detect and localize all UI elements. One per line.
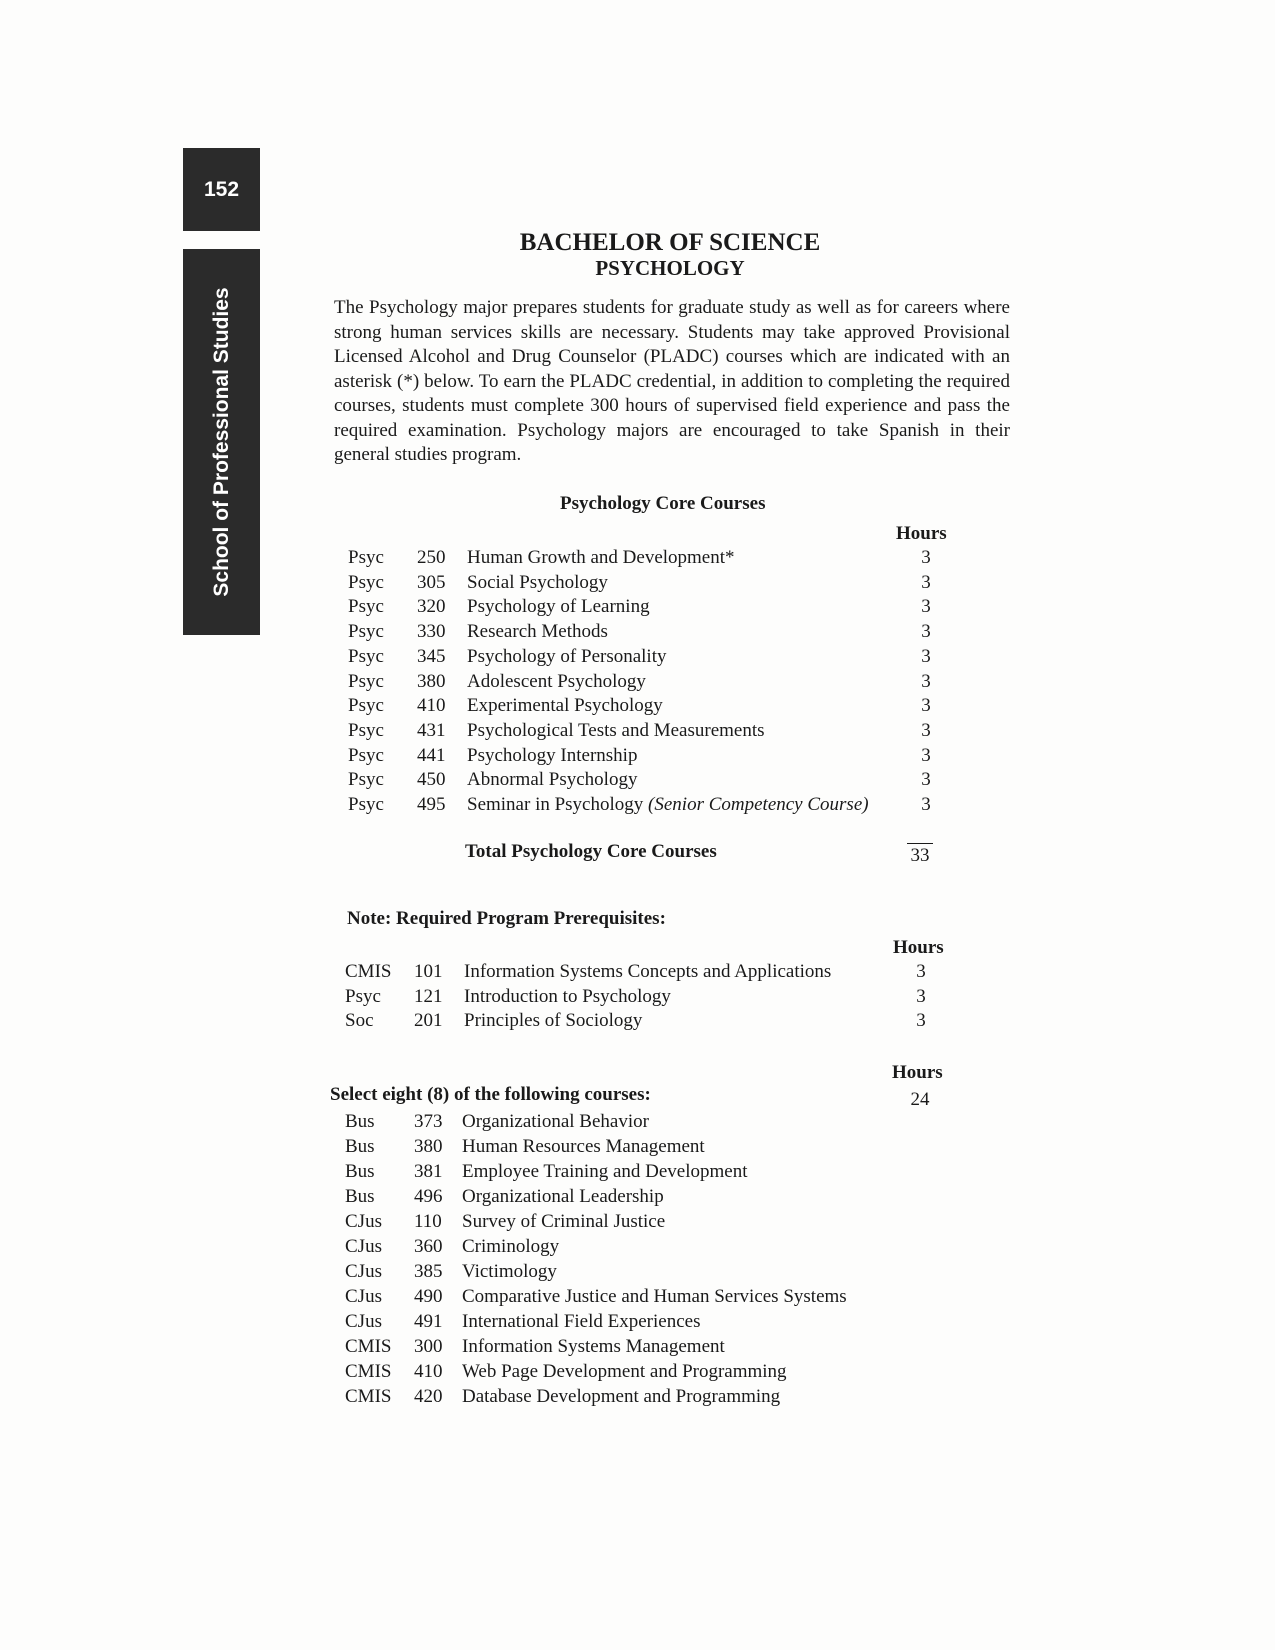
course-title-wrap [467,646,667,668]
course-number: 385 [414,1261,443,1282]
course-title-wrap [467,671,646,693]
course-number: 441 [417,744,446,766]
course-hours: 3 [921,645,931,667]
course-number: 490 [414,1286,443,1307]
core-course-row [0,745,1275,770]
course-title-wrap [467,572,608,594]
course-dept: Psyc [348,596,384,618]
course-hours: 3 [916,961,926,982]
course-title: Seminar in Psychology [467,794,644,815]
course-dept: Psyc [345,985,381,1007]
course-dept: Bus [345,1111,375,1132]
course-title: Experimental Psychology [467,695,663,717]
prereq-course-row [0,1010,1275,1035]
page-title: BACHELOR OF SCIENCE [519,229,821,256]
course-number: 420 [414,1386,443,1407]
elective-hours-header: Hours [892,1062,943,1083]
course-title: Survey of Criminal Justice [462,1211,666,1232]
core-course-row [0,646,1275,671]
course-hours: 3 [921,670,931,692]
course-title: Introduction to Psychology [464,985,671,1007]
elective-heading: Select eight (8) of the following courses: [330,1084,651,1105]
course-hours: 3 [921,571,931,593]
course-note: (Senior Competency Course) [648,794,869,815]
course-title: Comparative Justice and Human Services Systems [462,1286,847,1307]
course-hours: 3 [921,719,931,741]
course-number: 431 [417,719,446,741]
course-hours: 3 [921,695,931,717]
course-number: 305 [417,571,446,593]
course-number: 320 [417,596,446,618]
course-dept: CMIS [345,1361,392,1382]
course-title-wrap [467,547,735,569]
course-number: 380 [414,1136,443,1157]
core-course-row [0,671,1275,696]
course-dept: Psyc [348,794,384,815]
elective-course-row [0,1286,1275,1311]
course-dept: Psyc [348,547,384,568]
elective-course-row [0,1236,1275,1261]
elective-course-row [0,1361,1275,1386]
course-title-wrap [467,794,869,816]
course-dept: Psyc [348,744,384,766]
course-title: Psychology of Personality [467,645,667,667]
course-number: 345 [417,645,446,667]
page-number-tab [183,148,260,231]
course-dept: CJus [345,1211,382,1232]
course-title: Victimology [462,1261,557,1282]
course-hours: 3 [916,985,926,1007]
course-title: Psychology of Learning [467,596,650,618]
course-hours: 3 [921,744,931,766]
elective-course-row [0,1386,1275,1411]
course-title-wrap [467,720,765,742]
intro-paragraph: The Psychology major prepares students for graduate study as well as for careers where strong human services skills are necessary. Students may take approved Provisional Licensed Alcohol and Drug Counselor (PLADC) courses which are indicated with an asterisk (*) below. To earn the PLADC credential, in addition to completing the required courses, students must complete 300 hours of supervised field experience and pass the required examination. Psychology majors are encouraged to take Spanish in their general studies program. [334,297,1010,465]
course-title-wrap [467,769,637,791]
elective-course-row [0,1311,1275,1336]
course-title: Human Growth and Development* [467,547,735,568]
elective-hours: 24 [910,1089,930,1110]
core-course-row [0,695,1275,720]
course-dept: CJus [345,1236,382,1257]
course-number: 381 [414,1161,443,1182]
course-dept: Psyc [348,719,384,741]
course-title: Web Page Development and Programming [462,1361,787,1382]
prereq-heading: Note: Required Program Prerequisites: [347,908,666,929]
prereq-course-row [0,986,1275,1011]
course-dept: Bus [345,1186,375,1207]
page-subtitle: PSYCHOLOGY [595,256,745,280]
elective-course-row [0,1211,1275,1236]
course-dept: Soc [345,1010,374,1031]
course-title: Human Resources Management [462,1136,705,1157]
course-number: 410 [414,1361,443,1382]
course-number: 380 [417,670,446,692]
course-hours: 3 [921,596,931,618]
course-hours: 3 [921,769,931,791]
core-course-row [0,621,1275,646]
core-course-row [0,769,1275,794]
course-title: Principles of Sociology [464,1010,643,1031]
core-course-row [0,572,1275,597]
course-title-wrap [467,695,663,717]
course-title: Research Methods [467,621,608,643]
course-dept: Bus [345,1136,375,1157]
course-dept: Psyc [348,769,384,791]
course-dept: Psyc [348,695,384,717]
core-course-row [0,547,1275,572]
course-number: 201 [414,1010,443,1031]
course-hours: 3 [916,1010,926,1031]
course-dept: Psyc [348,670,384,692]
course-number: 250 [417,547,446,568]
course-hours: 3 [921,794,931,815]
course-number: 491 [414,1311,443,1332]
course-number: 330 [417,621,446,643]
elective-course-row [0,1336,1275,1361]
course-dept: Psyc [348,645,384,667]
course-number: 300 [414,1336,443,1357]
course-number: 110 [414,1211,442,1232]
core-courses-heading: Psychology Core Courses [560,493,766,514]
elective-course-row [0,1261,1275,1286]
course-title-wrap [467,596,650,618]
course-title: Organizational Leadership [462,1186,664,1207]
side-tab-label: School of Professional Studies [209,287,233,597]
course-number: 121 [414,985,443,1007]
elective-course-row [0,1186,1275,1211]
course-number: 101 [414,961,443,982]
course-title: International Field Experiences [462,1311,701,1332]
course-title-wrap [467,621,608,643]
course-number: 360 [414,1236,443,1257]
course-dept: Psyc [348,621,384,643]
core-course-row [0,596,1275,621]
course-title: Psychological Tests and Measurements [467,719,765,741]
course-title: Employee Training and Development [462,1161,748,1182]
course-title-wrap [467,745,637,767]
course-title: Information Systems Concepts and Applications [464,961,832,982]
prereq-hours-header: Hours [893,937,944,958]
course-number: 450 [417,769,446,791]
course-number: 495 [417,794,446,815]
course-dept: CMIS [345,1336,392,1357]
course-title: Database Development and Programming [462,1386,781,1407]
core-total-hours: 33 [907,843,933,867]
course-dept: CJus [345,1261,382,1282]
course-title: Organizational Behavior [462,1111,649,1132]
course-title: Abnormal Psychology [467,769,638,791]
course-dept: CMIS [345,1386,392,1407]
course-dept: Psyc [348,571,384,593]
course-title: Adolescent Psychology [467,670,646,692]
course-title: Psychology Internship [467,744,638,766]
elective-course-row [0,1136,1275,1161]
course-dept: CJus [345,1311,382,1332]
course-dept: CMIS [345,961,392,982]
course-number: 496 [414,1186,443,1207]
core-total-label: Total Psychology Core Courses [465,841,717,862]
course-number: 373 [414,1111,443,1132]
elective-course-row [0,1111,1275,1136]
prereq-course-row [0,961,1275,986]
core-course-row [0,794,1275,819]
course-number: 410 [417,695,446,717]
course-hours: 3 [921,621,931,643]
elective-course-row [0,1161,1275,1186]
course-title: Information Systems Management [462,1336,725,1357]
core-hours-header: Hours [896,523,947,544]
course-dept: CJus [345,1286,382,1307]
course-title: Criminology [462,1236,560,1257]
page-number: 152 [203,177,240,201]
course-title: Social Psychology [467,571,608,593]
core-course-row [0,720,1275,745]
course-dept: Bus [345,1161,375,1182]
course-hours: 3 [921,547,931,568]
